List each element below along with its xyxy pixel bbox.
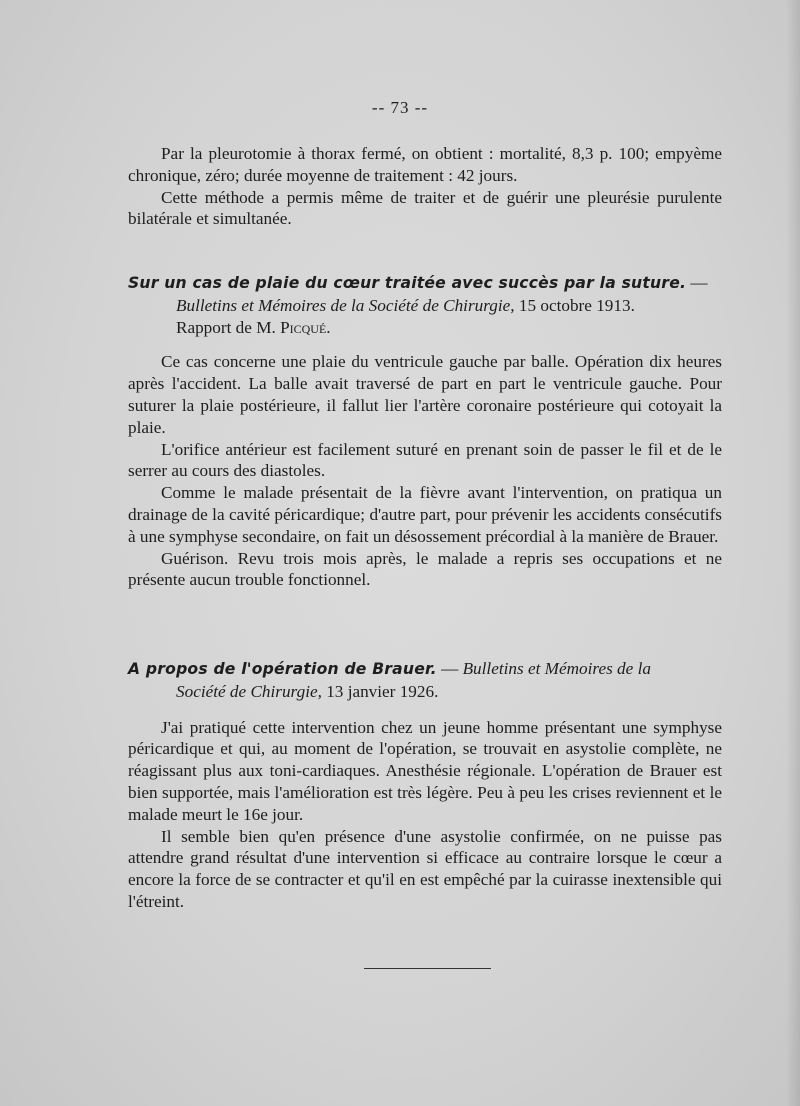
section-1 <box>128 272 722 591</box>
section-2-paragraph-1: J'ai pratiqué cette intervention chez un jeune homme présentant une symphyse péricardique et qui, au moment de l'opération, se trouvait en asystolie complète, ne réagissant plus aux toni-cardiaques. Anesthésie régionale. L'opération de Brauer est bien supportée, mais l'amélioration est très légère. Peu à peu les crises reviennent et le malade meurt le 16e jour. <box>128 717 722 824</box>
section-1-heading <box>128 272 722 338</box>
page-edge-shadow <box>786 0 800 1106</box>
section-1-title: Sur un cas de plaie du cœur traitée avec succès par la suture. <box>128 274 687 292</box>
section-1-source-date: 15 octobre 1913. <box>514 295 635 315</box>
section-2-title: A propos de l'opération de Brauer. <box>128 660 437 678</box>
intro-block <box>128 143 722 230</box>
section-1-paragraph-2: L'orifice antérieur est facilement suturé en prenant soin de passer le fil et de le serrer au cours des diastoles. <box>128 439 722 481</box>
section-1-report-name: Picqué. <box>280 317 331 337</box>
section-1-source <box>128 295 722 317</box>
intro-paragraph-2: Cette méthode a permis même de traiter et de guérir une pleurésie purulente bilatérale et simultanée. <box>128 187 722 229</box>
section-1-paragraph-3: Comme le malade présentait de la fièvre avant l'intervention, on pratiqua un drainage de la cavité péricardique; d'autre part, pour prévenir les accidents consécutifs à une symphyse secondaire, on fait un désossement précordial à la manière de Brauer. <box>128 483 722 546</box>
section-1-report-prefix: Rapport de M. <box>176 317 281 337</box>
section-2-source-journal-b: Société de Chirurgie, <box>176 681 322 701</box>
section-2-heading <box>128 658 722 703</box>
section-2-source-date: 13 janvier 1926. <box>321 681 439 701</box>
closing-rule <box>364 968 491 969</box>
intro-paragraph-1: Par la pleurotomie à thorax fermé, on obtient : mortalité, 8,3 p. 100; empyème chronique, zéro; durée moyenne de traitement : 42 jours. <box>128 144 722 185</box>
section-2-source-journal-a: Bulletins et Mémoires de la <box>462 659 651 678</box>
page-number: -- 73 -- <box>371 98 429 117</box>
section-2-paragraph-2: Il semble bien qu'en présence d'une asystolie confirmée, on ne puisse pas attendre grand résultat d'une intervention si efficace au contraire lorsque le cœur a encore la force de se contracter et qu'il en est empêché par la cuirasse inextensible qui l'étreint. <box>128 826 722 911</box>
section-2 <box>128 658 722 913</box>
section-2-title-dash: — <box>436 659 463 678</box>
section-2-source <box>128 681 722 703</box>
section-1-paragraph-4: Guérison. Revu trois mois après, le malade a repris ses occupations et ne présente aucun trouble fonctionnel. <box>128 548 722 590</box>
section-1-report <box>128 317 722 339</box>
section-1-source-journal: Bulletins et Mémoires de la Société de Chirurgie, <box>176 295 515 315</box>
section-1-paragraph-1: Ce cas concerne une plaie du ventricule gauche par balle. Opération dix heures après l'accident. La balle avait traversé de part en part le ventricule gauche. Pour suturer la plaie postérieure, il fallut lier l'artère coronaire postérieure qui cotoyait la plaie. <box>128 352 722 437</box>
section-1-title-dash: — <box>686 273 708 292</box>
